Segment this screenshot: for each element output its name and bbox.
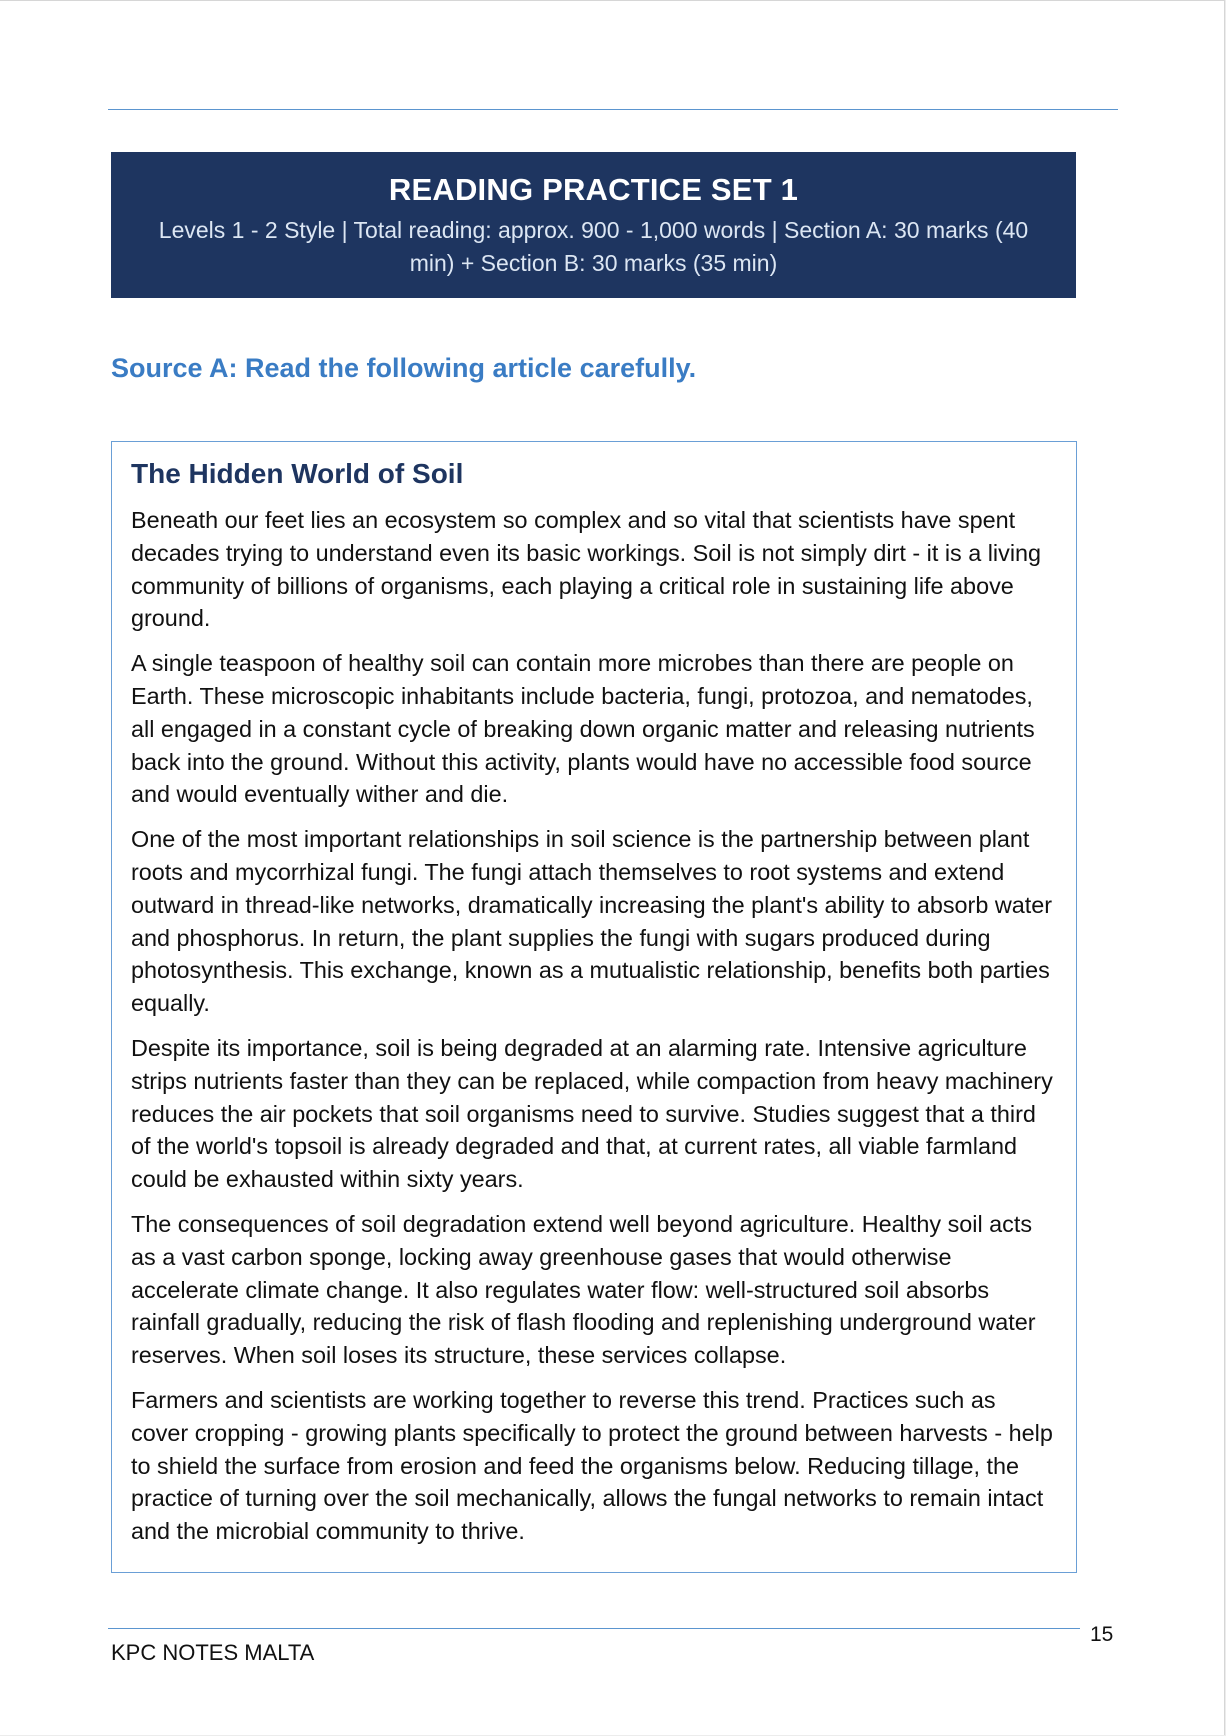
article-paragraph: Farmers and scientists are working together to reverse this trend. Practices such as cover cropping - growing plants specifically to protect the ground between harvests - help to shield the surface from erosion and feed the organisms below. Reducing tillage, the practice of turning over the soil mechanically, allows the fungal networks to remain intact and the microbial community to thrive.: [131, 1386, 1053, 1545]
article-box: [111, 441, 1077, 1573]
article-paragraph: One of the most important relationships in soil science is the partnership between plant roots and mycorrhizal fungi. The fungi attach themselves to root systems and extend outward in thread-like networks, dramatically increasing the plant's ability to absorb water and phosphorus. In return, the plant supplies the fungi with sugars produced during photosynthesis. This exchange, known as a mutualistic relationship, benefits both parties equally.: [131, 826, 1053, 1017]
article-paragraph: Despite its importance, soil is being degraded at an alarming rate. Intensive agriculture strips nutrients faster than they can be replaced, while compaction from heavy machinery reduces the air pockets that soil organisms need to survive. Studies suggest that a third of the world's topsoil is already degraded and that, at current rates, all viable farmland could be exhausted within sixty years.: [131, 1034, 1053, 1193]
title-banner: [111, 152, 1076, 298]
article-paragraph: Beneath our feet lies an ecosystem so complex and so vital that scientists have spent decades trying to understand even its basic workings. Soil is not simply dirt - it is a living community of billions of organisms, each playing a critical role in sustaining life above ground.: [131, 507, 1042, 632]
article-title: The Hidden World of Soil: [131, 458, 464, 489]
footer-text: KPC NOTES MALTA: [111, 1640, 315, 1665]
footer-rule: [108, 1628, 1080, 1629]
banner-title: READING PRACTICE SET 1: [388, 172, 799, 207]
source-heading: Source A: Read the following article carefully.: [111, 353, 697, 383]
page-number: 15: [1090, 1623, 1114, 1646]
banner-subtitle: Levels 1 - 2 Style | Total reading: approx. 900 - 1,000 words | Section A: 30 marks (40 min) + Section B: 30 marks (35 min): [158, 217, 1029, 276]
article-paragraph: A single teaspoon of healthy soil can contain more microbes than there are people on Earth. These microscopic inhabitants include bacteria, fungi, protozoa, and nematodes, all engaged in a constant cycle of breaking down organic matter and releasing nutrients back into the ground. Without this activity, plants would have no accessible food source and would eventually wither and die.: [131, 650, 1035, 808]
header-rule: [108, 109, 1118, 110]
article-paragraph: The consequences of soil degradation extend well beyond agriculture. Healthy soil acts as a vast carbon sponge, locking away greenhouse gases that would otherwise accelerate climate change. It also regulates water flow: well-structured soil absorbs rainfall gradually, reducing the risk of flash flooding and replenishing underground water reserves. When soil loses its structure, these services collapse.: [131, 1210, 1036, 1369]
